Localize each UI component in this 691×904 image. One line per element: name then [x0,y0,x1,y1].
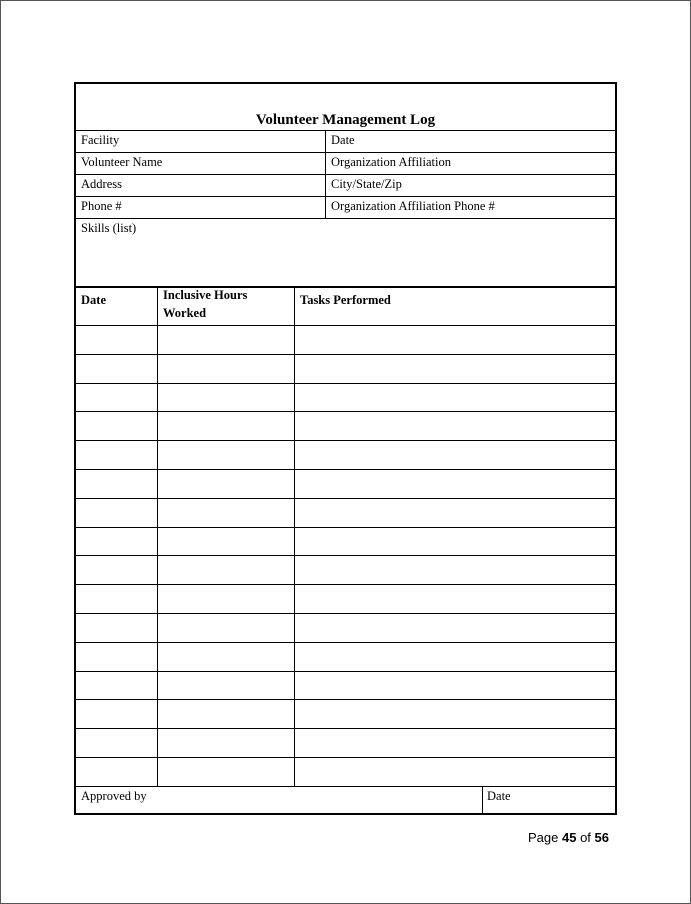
date-cell[interactable] [76,757,157,786]
tasks-cell[interactable] [294,757,615,786]
hours-header-line1: Inclusive Hours [163,288,248,302]
date-cell[interactable] [76,469,157,498]
volunteer-name-field[interactable]: Volunteer Name [81,155,163,169]
hours-cell[interactable] [157,411,294,440]
page-prefix: Page [527,830,559,845]
date-cell[interactable] [76,613,157,642]
tasks-cell[interactable] [294,325,615,354]
info-divider [76,218,615,219]
organization-affiliation-field[interactable]: Organization Affiliation [331,155,452,169]
approval-date-field[interactable]: Date [487,789,511,803]
tasks-cell[interactable] [294,728,615,757]
tasks-cell[interactable] [294,642,615,671]
hours-cell[interactable] [157,469,294,498]
tasks-cell[interactable] [294,699,615,728]
hours-header-line2: Worked [163,306,207,320]
hours-cell[interactable] [157,555,294,584]
hours-cell[interactable] [157,498,294,527]
approved-by-field[interactable]: Approved by [81,789,147,803]
skills-field[interactable]: Skills (list) [81,221,137,235]
hours-cell[interactable] [157,671,294,700]
hours-cell[interactable] [157,354,294,383]
form-title: Volunteer Management Log [255,112,436,128]
current-page: 45 [561,830,577,845]
hours-column-header [163,286,247,322]
date-cell[interactable] [76,354,157,383]
info-divider [76,196,615,197]
date-cell[interactable] [76,555,157,584]
info-divider [76,130,615,131]
approval-divider [76,786,615,787]
date-column-header: Date [81,293,106,307]
hours-cell[interactable] [157,613,294,642]
hours-cell[interactable] [157,383,294,412]
volunteer-log-form [74,82,617,815]
date-cell[interactable] [76,671,157,700]
date-cell[interactable] [76,440,157,469]
page-of: of [580,830,591,845]
tasks-cell[interactable] [294,671,615,700]
info-column-divider [325,130,326,218]
date-cell[interactable] [76,728,157,757]
date-cell[interactable] [76,325,157,354]
tasks-cell[interactable] [294,613,615,642]
hours-cell[interactable] [157,699,294,728]
date-field[interactable]: Date [331,133,355,147]
page-number [528,830,609,845]
hours-cell[interactable] [157,325,294,354]
tasks-cell[interactable] [294,584,615,613]
tasks-cell[interactable] [294,498,615,527]
tasks-cell[interactable] [294,354,615,383]
date-cell[interactable] [76,584,157,613]
approval-column-divider [482,786,483,815]
date-cell[interactable] [76,383,157,412]
tasks-cell[interactable] [294,440,615,469]
hours-cell[interactable] [157,728,294,757]
date-cell[interactable] [76,411,157,440]
hours-cell[interactable] [157,440,294,469]
date-cell[interactable] [76,642,157,671]
info-divider [76,152,615,153]
tasks-cell[interactable] [294,411,615,440]
hours-cell[interactable] [157,527,294,556]
hours-cell[interactable] [157,642,294,671]
address-field[interactable]: Address [81,177,122,191]
tasks-cell[interactable] [294,469,615,498]
tasks-column-header: Tasks Performed [300,293,391,307]
total-pages: 56 [594,830,609,845]
date-cell[interactable] [76,527,157,556]
hours-cell[interactable] [157,757,294,786]
facility-field[interactable]: Facility [81,133,120,147]
city-state-zip-field[interactable]: City/State/Zip [331,177,402,191]
date-cell[interactable] [76,498,157,527]
tasks-cell[interactable] [294,555,615,584]
info-divider [76,174,615,175]
date-cell[interactable] [76,699,157,728]
tasks-cell[interactable] [294,527,615,556]
phone-field[interactable]: Phone # [81,199,122,213]
hours-cell[interactable] [157,584,294,613]
organization-affiliation-phone-field[interactable]: Organization Affiliation Phone # [331,199,495,213]
tasks-cell[interactable] [294,383,615,412]
